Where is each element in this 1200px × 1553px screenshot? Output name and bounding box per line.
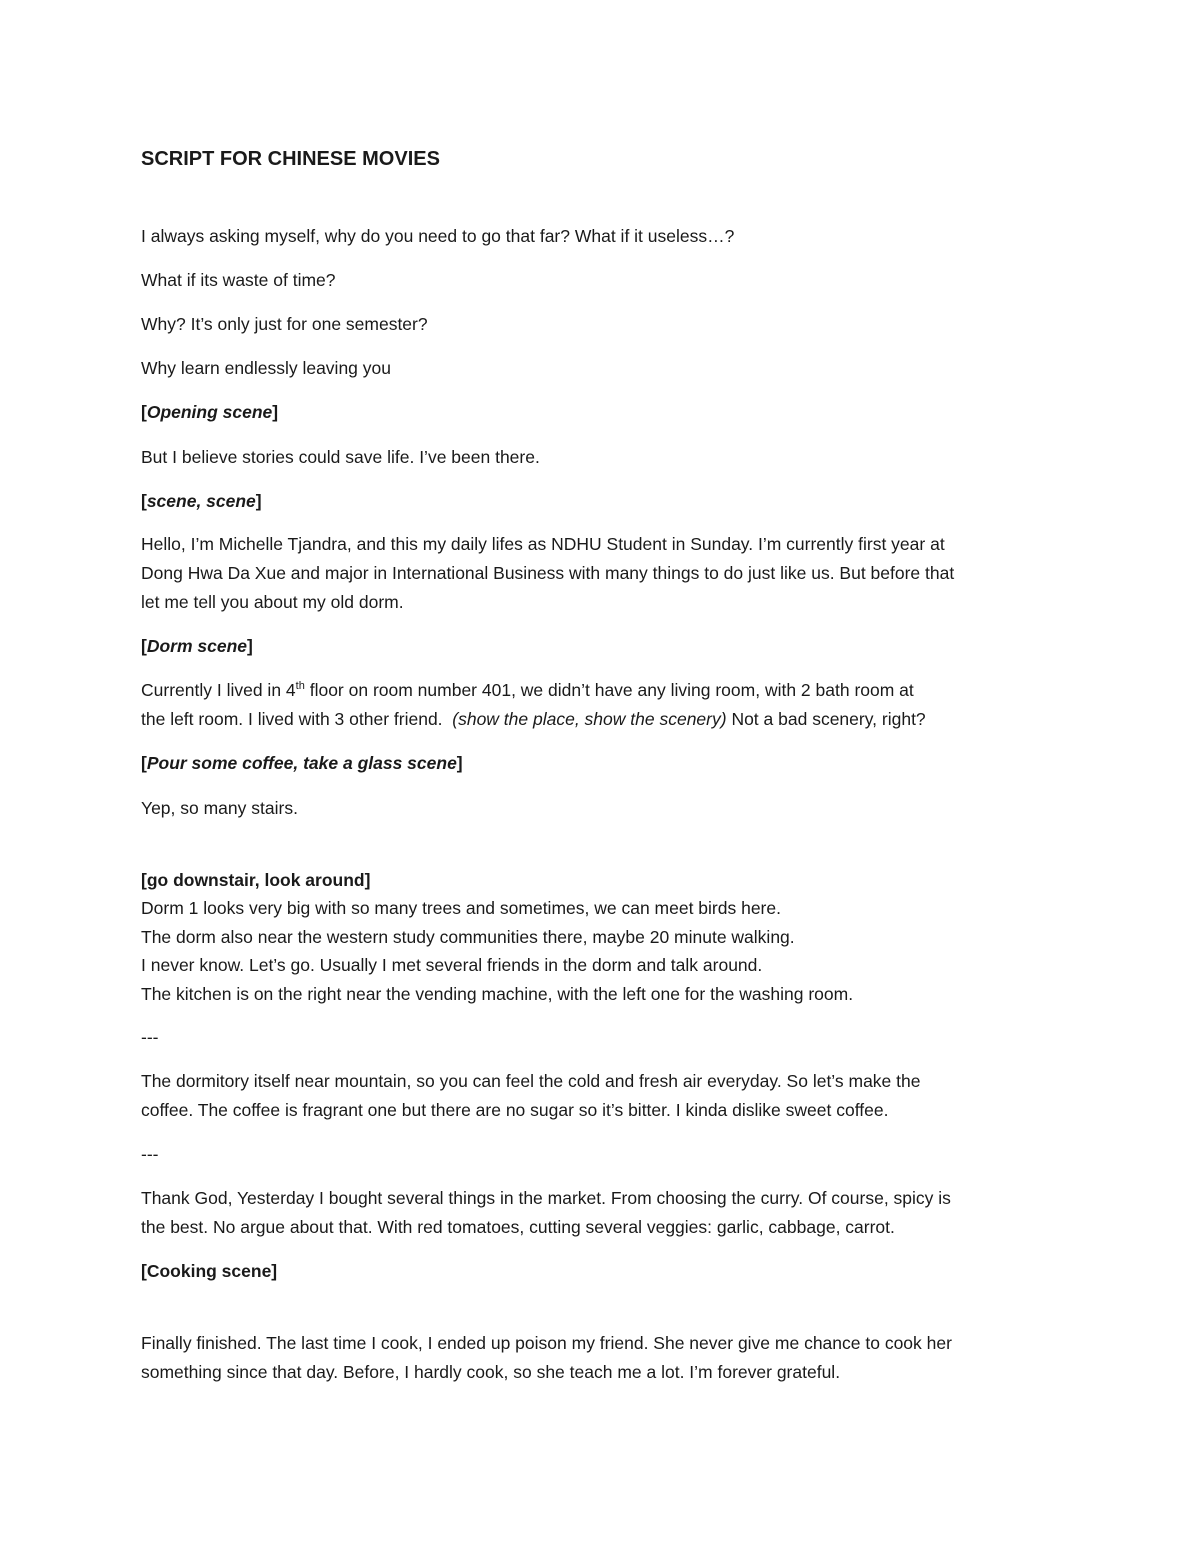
finish-paragraph-line: Finally finished. The last time I cook, I ended up poison my friend. She never give me chance to cook her	[141, 1333, 952, 1353]
hello-paragraph-line: Dong Hwa Da Xue and major in International Business with many things to do just like us. But before that	[141, 563, 955, 583]
market-paragraph-line: the best. No argue about that. With red tomatoes, cutting several veggies: garlic, cabbage, carrot.	[141, 1217, 895, 1237]
dorm-text: Not a bad scenery, right?	[726, 709, 926, 729]
downstair-line: Dorm 1 looks very big with so many trees and sometimes, we can meet birds here.	[141, 898, 781, 918]
document-title: SCRIPT FOR CHINESE MOVIES	[141, 148, 440, 170]
dorm-text: floor on room number 401, we didn’t have any living room, with 2 bath room at	[304, 680, 914, 700]
stage-direction: (show the place, show the scenery)	[452, 709, 727, 729]
intro-line: I always asking myself, why do you need to go that far? What if it useless…?	[141, 226, 735, 246]
downstair-line: I never know. Let’s go. Usually I met several friends in the dorm and talk around.	[141, 955, 763, 975]
downstair-line: The dorm also near the western study communities there, maybe 20 minute walking.	[141, 927, 795, 947]
bracket-close: ]	[456, 753, 463, 773]
dorm-text: the left room. I lived with 3 other friend.	[141, 709, 453, 729]
belief-line: But I believe stories could save life. I’ve been there.	[141, 447, 540, 467]
cue-label: Dorm scene	[146, 636, 248, 656]
dorm-paragraph-line	[141, 708, 926, 730]
ordinal-superscript: th	[295, 680, 305, 692]
hello-paragraph-line: let me tell you about my old dorm.	[141, 592, 404, 612]
cooking-scene-cue: [Cooking scene]	[141, 1261, 278, 1281]
bracket-close: ]	[255, 491, 262, 511]
bracket-open: [	[141, 491, 147, 511]
cue-label: Pour some coffee, take a glass scene	[146, 753, 457, 773]
hello-paragraph-line: Hello, I’m Michelle Tjandra, and this my daily lifes as NDHU Student in Sunday. I’m currently first year at	[141, 534, 945, 554]
bracket-open: [	[141, 402, 147, 422]
bracket-close: ]	[247, 636, 253, 656]
cue-label: Opening scene	[146, 402, 273, 422]
coffee-scene-cue	[141, 752, 463, 774]
intro-line: Why learn endlessly leaving you	[141, 358, 391, 378]
dorm-scene-cue	[141, 635, 253, 657]
downstair-cue: [go downstair, look around]	[141, 870, 371, 890]
bracket-close: ]	[272, 402, 279, 422]
dorm-text: Currently I lived in 4	[141, 680, 296, 700]
intro-line: What if its waste of time?	[141, 270, 336, 290]
bracket-open: [	[141, 636, 147, 656]
mountain-paragraph-line: coffee. The coffee is fragrant one but there are no sugar so it’s bitter. I kinda dislike sweet coffee.	[141, 1100, 889, 1120]
cue-label: scene, scene	[146, 491, 256, 511]
finish-paragraph-line: something since that day. Before, I hardly cook, so she teach me a lot. I’m forever grateful.	[141, 1362, 841, 1382]
separator: ---	[141, 1027, 159, 1047]
dorm-paragraph-line	[141, 679, 914, 701]
mountain-paragraph-line: The dormitory itself near mountain, so you can feel the cold and fresh air everyday. So let’s make the	[141, 1071, 921, 1091]
opening-scene-cue	[141, 401, 278, 423]
bracket-open: [	[141, 753, 147, 773]
separator: ---	[141, 1144, 159, 1164]
scene-scene-cue	[141, 490, 262, 512]
downstair-line: The kitchen is on the right near the vending machine, with the left one for the washing room.	[141, 984, 854, 1004]
market-paragraph-line: Thank God, Yesterday I bought several things in the market. From choosing the curry. Of course, spicy is	[141, 1188, 951, 1208]
stairs-line: Yep, so many stairs.	[141, 798, 298, 818]
intro-line: Why? It’s only just for one semester?	[141, 314, 428, 334]
